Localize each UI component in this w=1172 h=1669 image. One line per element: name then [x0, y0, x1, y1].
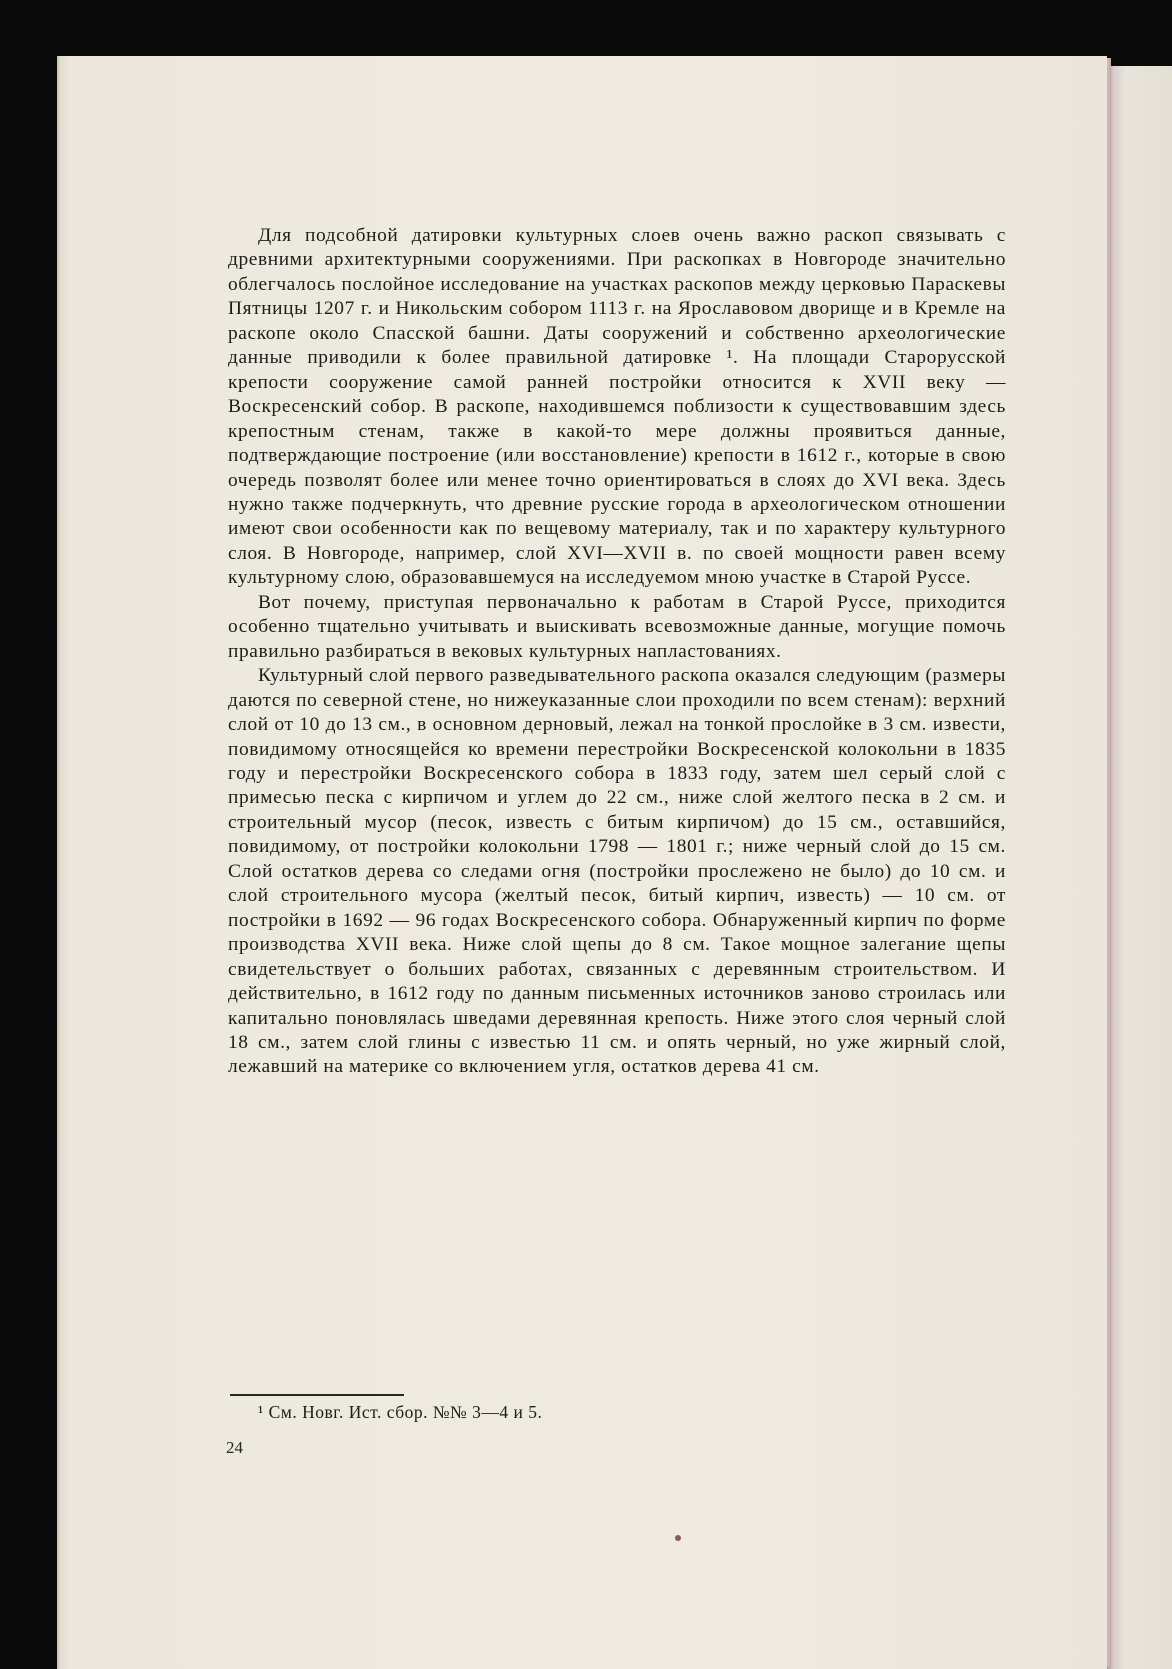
paragraph-2: Вот почему, приступая первоначально к работам в Старой Руссе, приходится особенно тщательно учитывать и выискивать всевозможные данные, могущие помочь правильно разбираться в вековых культурных напластованиях.	[228, 591, 1006, 662]
footnote: ¹ См. Новг. Ист. сбор. №№ 3—4 и 5.	[258, 1402, 543, 1422]
body-text	[228, 224, 1006, 1080]
footnote-divider	[230, 1394, 404, 1396]
page-number: 24	[226, 1438, 243, 1457]
paragraph-3: Культурный слой первого разведывательного раскопа оказался следующим (размеры даются по северной стене, но нижеуказанные слои проходили по всем стенам): верхний слой от 10 до 13 см., в основном дерновый, лежал на тонкой прослойке в 3 см. извести, повидимому относящейся ко времени перестройки Воскресенской колокольни в 1835 году и перестройки Воскресенского собора в 1833 году, затем шел серый слой с примесью песка с кирпичом и углем до 22 см., ниже слой желтого песка в 2 см. и строительный мусор (песок, известь с битым кирпичом) до 15 см., оставшийся, повидимому, от постройки колокольни 1798 — 1801 г.; ниже черный слой до 15 см. Слой остатков дерева со следами огня (постройки прослежено не было) до 10 см. и слой строительного мусора (желтый песок, битый кирпич, известь) — 10 см. от постройки в 1692 — 96 годах Воскресенского собора. Обнаруженный кирпич по форме производства XVII века. Ниже слой щепы до 8 см. Такое мощное залегание щепы свидетельствует о больших работах, связанных с деревянным строительством. И действительно, в 1612 году по данным письменных источников заново строилась или капитально поновлялась шведами деревянная крепость. Ниже этого слоя черный слой 18 см., затем слой глины с известью 11 см. и опять черный, но уже жирный слой, лежавший на материке со включением угля, остатков дерева 41 см.	[228, 665, 1006, 1078]
adjacent-page-edge	[1106, 66, 1172, 1669]
paragraph-1: Для подсобной датировки культурных слоев очень важно раскоп связывать с древними архитектурными сооружениями. При раскопках в Новгороде значительно облегчалось послойное исследование на участках раскопов между церковью Параскевы Пятницы 1207 г. и Никольским собором 1113 г. на Ярославовом дворище и в Кремле на раскопе около Спасской башни. Даты сооружений и собственно археологические данные приводили к более правильной датировке ¹. На площади Старорусской крепости сооружение самой ранней постройки относится к XVII веку — Воскресенский собор. В раскопе, находившемся поблизости к существовавшим здесь крепостным стенам, также в какой-то мере должны проявиться данные, подтверждающие построение (или восстановление) крепости в 1612 г., которые в свою очередь позволят более или менее точно ориентироваться в слоях до XVI века. Здесь нужно также подчеркнуть, что древние русские города в археологическом отношении имеют свои особенности как по вещевому материалу, так и по характеру культурного слоя. В Новгороде, например, слой XVI—XVII в. по своей мощности равен всему культурному слою, образовавшемуся на исследуемом мною участке в Старой Руссе.	[228, 225, 1006, 589]
paper-speck	[675, 1535, 681, 1541]
